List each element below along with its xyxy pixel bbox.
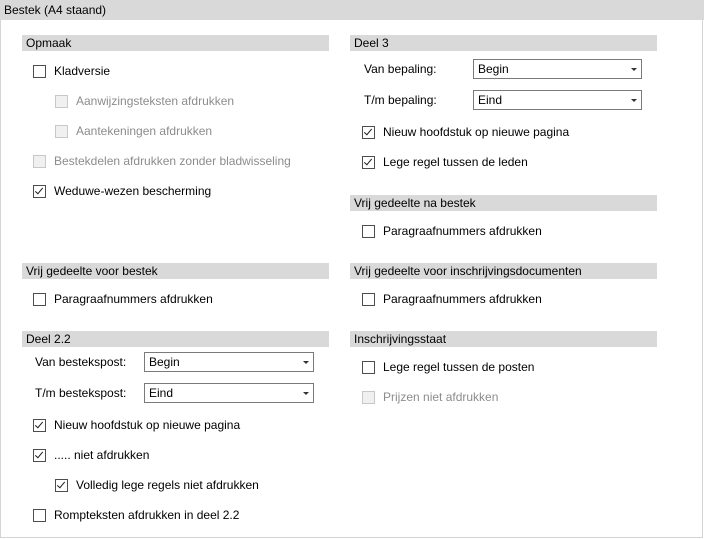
vrij-voor-paragraafnummers-label: Paragraafnummers afdrukken (54, 292, 213, 306)
van-bestekspost-select[interactable] (144, 352, 314, 372)
tm-bestekspost-label: T/m bestekspost: (35, 386, 127, 400)
deel22-nieuw-hoofdstuk-option[interactable] (33, 417, 240, 433)
tm-bestekspost-value: Eind (149, 386, 174, 400)
bestekdelen-checkbox[interactable] (33, 155, 46, 168)
deel3-nieuw-hoofdstuk-checkbox[interactable] (362, 126, 375, 139)
deel3-nieuw-hoofdstuk-label: Nieuw hoofdstuk op nieuwe pagina (383, 125, 570, 139)
volledig-leeg-option[interactable] (55, 477, 259, 493)
section-deel-3: Deel 3 (350, 35, 657, 51)
vrij-voor-paragraafnummers-checkbox[interactable] (33, 293, 46, 306)
lege-regel-leden-label: Lege regel tussen de leden (383, 155, 528, 169)
rompteksten-label: Rompteksten afdrukken in deel 2.2 (54, 508, 240, 522)
vrij-inschrijving-paragraafnummers-label: Paragraafnummers afdrukken (383, 292, 542, 306)
weduwe-checkbox[interactable] (33, 185, 46, 198)
van-bepaling-select[interactable] (473, 59, 642, 79)
chevron-down-icon[interactable] (625, 60, 641, 78)
vrij-inschrijving-paragraafnummers-option[interactable] (362, 291, 542, 307)
niet-afdrukken-checkbox[interactable] (33, 449, 46, 462)
chevron-down-icon[interactable] (297, 353, 313, 371)
tm-bepaling-value: Eind (478, 93, 503, 107)
vrij-na-paragraafnummers-checkbox[interactable] (362, 225, 375, 238)
deel3-nieuw-hoofdstuk-option[interactable] (362, 124, 569, 140)
section-vrij-inschrijvingsdocumenten: Vrij gedeelte voor inschrijvingsdocumenten (350, 263, 657, 279)
lege-regel-leden-checkbox[interactable] (362, 156, 375, 169)
van-bepaling-value: Begin (478, 62, 509, 76)
weduwe-label: Weduwe-wezen bescherming (54, 184, 212, 198)
aantekeningen-option[interactable] (55, 123, 212, 139)
section-opmaak: Opmaak (22, 35, 329, 51)
section-vrij-na-bestek: Vrij gedeelte na bestek (350, 195, 657, 211)
bestekdelen-label: Bestekdelen afdrukken zonder bladwisseling (54, 154, 291, 168)
prijzen-niet-afdrukken-option[interactable] (362, 389, 498, 405)
niet-afdrukken-option[interactable] (33, 447, 149, 463)
kladversie-label: Kladversie (54, 64, 111, 78)
deel22-nieuw-hoofdstuk-label: Nieuw hoofdstuk op nieuwe pagina (54, 418, 241, 432)
van-bestekspost-label: Van bestekspost: (35, 355, 127, 369)
volledig-leeg-checkbox[interactable] (55, 479, 68, 492)
section-deel-2-2: Deel 2.2 (22, 331, 329, 347)
lege-regel-posten-checkbox[interactable] (362, 361, 375, 374)
niet-afdrukken-label: ..... niet afdrukken (54, 448, 150, 462)
lege-regel-posten-option[interactable] (362, 359, 534, 375)
section-inschrijvingsstaat: Inschrijvingsstaat (350, 331, 657, 347)
kladversie-checkbox[interactable] (33, 65, 46, 78)
aanwijzingsteksten-checkbox[interactable] (55, 95, 68, 108)
rompteksten-checkbox[interactable] (33, 509, 46, 522)
bestekdelen-option[interactable] (33, 153, 291, 169)
chevron-down-icon[interactable] (625, 91, 641, 109)
section-vrij-voor-bestek: Vrij gedeelte voor bestek (22, 263, 329, 279)
chevron-down-icon[interactable] (297, 384, 313, 402)
kladversie-option[interactable] (33, 63, 110, 79)
volledig-leeg-label: Volledig lege regels niet afdrukken (76, 478, 259, 492)
van-bepaling-label: Van bepaling: (364, 62, 437, 76)
vrij-na-paragraafnummers-option[interactable] (362, 223, 542, 239)
panel-title: Bestek (A4 staand) (0, 0, 704, 20)
aanwijzingsteksten-label: Aanwijzingsteksten afdrukken (76, 94, 235, 108)
van-bestekspost-value: Begin (149, 355, 180, 369)
prijzen-niet-afdrukken-label: Prijzen niet afdrukken (383, 390, 499, 404)
aanwijzingsteksten-option[interactable] (55, 93, 234, 109)
vrij-na-paragraafnummers-label: Paragraafnummers afdrukken (383, 224, 542, 238)
rompteksten-option[interactable] (33, 507, 239, 523)
prijzen-niet-afdrukken-checkbox[interactable] (362, 391, 375, 404)
vrij-inschrijving-paragraafnummers-checkbox[interactable] (362, 293, 375, 306)
tm-bepaling-select[interactable] (473, 90, 642, 110)
tm-bestekspost-select[interactable] (144, 383, 314, 403)
aantekeningen-label: Aantekeningen afdrukken (76, 124, 213, 138)
vrij-voor-paragraafnummers-option[interactable] (33, 291, 213, 307)
deel22-nieuw-hoofdstuk-checkbox[interactable] (33, 419, 46, 432)
lege-regel-leden-option[interactable] (362, 154, 528, 170)
aantekeningen-checkbox[interactable] (55, 125, 68, 138)
weduwe-option[interactable] (33, 183, 211, 199)
tm-bepaling-label: T/m bepaling: (364, 93, 437, 107)
lege-regel-posten-label: Lege regel tussen de posten (383, 360, 535, 374)
